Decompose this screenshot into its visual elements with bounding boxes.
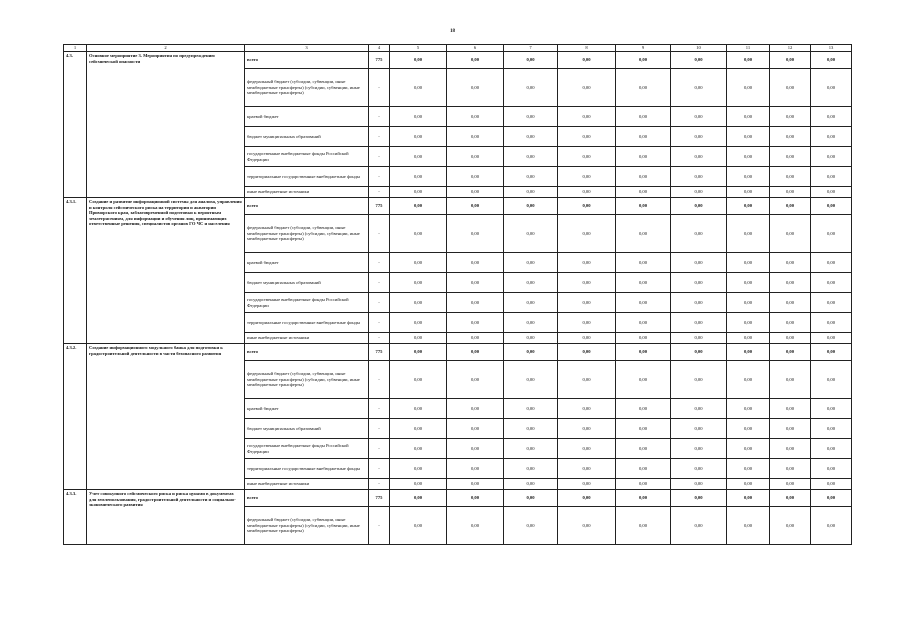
amount-cell: 0,00 xyxy=(504,215,558,253)
amount-cell: 0,00 xyxy=(558,215,616,253)
row-number: 4.3.1. xyxy=(64,198,87,344)
amount-cell: 0,00 xyxy=(770,344,811,361)
funding-source: иные внебюджетные источники xyxy=(245,187,369,198)
budget-code: - xyxy=(369,419,390,439)
amount-cell: 0,00 xyxy=(811,107,852,127)
budget-code: - xyxy=(369,127,390,147)
budget-code: - xyxy=(369,333,390,344)
amount-cell: 0,00 xyxy=(504,69,558,107)
table-row xyxy=(64,198,852,215)
budget-code: - xyxy=(369,399,390,419)
amount-cell: 0,00 xyxy=(671,399,727,419)
amount-cell: 0,00 xyxy=(504,344,558,361)
amount-cell: 0,00 xyxy=(504,361,558,399)
column-header: 13 xyxy=(811,45,852,52)
header-row xyxy=(64,45,852,52)
budget-code: - xyxy=(369,187,390,198)
amount-cell: 0,00 xyxy=(447,507,504,545)
amount-cell: 0,00 xyxy=(390,52,447,69)
amount-cell: 0,00 xyxy=(811,253,852,273)
budget-code: 775 xyxy=(369,344,390,361)
amount-cell: 0,00 xyxy=(558,198,616,215)
amount-cell: 0,00 xyxy=(616,490,671,507)
amount-cell: 0,00 xyxy=(447,361,504,399)
amount-cell: 0,00 xyxy=(390,419,447,439)
amount-cell: 0,00 xyxy=(504,52,558,69)
column-header: 12 xyxy=(770,45,811,52)
amount-cell: 0,00 xyxy=(671,147,727,167)
budget-code: - xyxy=(369,273,390,293)
amount-cell: 0,00 xyxy=(504,293,558,313)
amount-cell: 0,00 xyxy=(558,293,616,313)
amount-cell: 0,00 xyxy=(390,147,447,167)
amount-cell: 0,00 xyxy=(558,253,616,273)
amount-cell: 0,00 xyxy=(616,69,671,107)
budget-code: - xyxy=(369,107,390,127)
amount-cell: 0,00 xyxy=(390,439,447,459)
amount-cell: 0,00 xyxy=(671,439,727,459)
amount-cell: 0,00 xyxy=(671,107,727,127)
budget-table xyxy=(63,44,852,545)
funding-source: государственные внебюджетные фонды Российской Федерации xyxy=(245,147,369,167)
amount-cell: 0,00 xyxy=(616,147,671,167)
amount-cell: 0,00 xyxy=(671,344,727,361)
amount-cell: 0,00 xyxy=(770,198,811,215)
amount-cell: 0,00 xyxy=(727,107,770,127)
funding-source: государственные внебюджетные фонды Российской Федерации xyxy=(245,439,369,459)
amount-cell: 0,00 xyxy=(811,198,852,215)
amount-cell: 0,00 xyxy=(727,127,770,147)
amount-cell: 0,00 xyxy=(390,187,447,198)
amount-cell: 0,00 xyxy=(770,333,811,344)
amount-cell: 0,00 xyxy=(727,147,770,167)
amount-cell: 0,00 xyxy=(558,69,616,107)
amount-cell: 0,00 xyxy=(390,107,447,127)
amount-cell: 0,00 xyxy=(811,147,852,167)
amount-cell: 0,00 xyxy=(390,361,447,399)
funding-source: всего xyxy=(245,490,369,507)
amount-cell: 0,00 xyxy=(447,167,504,187)
amount-cell: 0,00 xyxy=(504,273,558,293)
amount-cell: 0,00 xyxy=(390,344,447,361)
funding-source: государственные внебюджетные фонды Российской Федерации xyxy=(245,293,369,313)
amount-cell: 0,00 xyxy=(616,107,671,127)
amount-cell: 0,00 xyxy=(447,107,504,127)
amount-cell: 0,00 xyxy=(727,419,770,439)
amount-cell: 0,00 xyxy=(504,479,558,490)
amount-cell: 0,00 xyxy=(811,419,852,439)
amount-cell: 0,00 xyxy=(616,293,671,313)
amount-cell: 0,00 xyxy=(811,313,852,333)
budget-code: 775 xyxy=(369,490,390,507)
amount-cell: 0,00 xyxy=(447,419,504,439)
amount-cell: 0,00 xyxy=(558,507,616,545)
amount-cell: 0,00 xyxy=(447,333,504,344)
amount-cell: 0,00 xyxy=(770,253,811,273)
column-header: 4 xyxy=(369,45,390,52)
amount-cell: 0,00 xyxy=(390,507,447,545)
amount-cell: 0,00 xyxy=(811,69,852,107)
amount-cell: 0,00 xyxy=(770,147,811,167)
amount-cell: 0,00 xyxy=(671,167,727,187)
amount-cell: 0,00 xyxy=(390,167,447,187)
amount-cell: 0,00 xyxy=(727,273,770,293)
funding-source: иные внебюджетные источники xyxy=(245,479,369,490)
funding-source: территориальные государственные внебюджетные фонды xyxy=(245,459,369,479)
funding-source: краевой бюджет xyxy=(245,253,369,273)
amount-cell: 0,00 xyxy=(727,344,770,361)
funding-source: федеральный бюджет (субсидии, субвенции, иные межбюджетные трансферты) (субсидии, субвенции, иные межбюджетные трансферты) xyxy=(245,215,369,253)
amount-cell: 0,00 xyxy=(447,439,504,459)
amount-cell: 0,00 xyxy=(390,215,447,253)
amount-cell: 0,00 xyxy=(727,52,770,69)
column-header: 6 xyxy=(447,45,504,52)
amount-cell: 0,00 xyxy=(558,459,616,479)
amount-cell: 0,00 xyxy=(671,215,727,253)
amount-cell: 0,00 xyxy=(671,507,727,545)
amount-cell: 0,00 xyxy=(811,439,852,459)
amount-cell: 0,00 xyxy=(770,69,811,107)
amount-cell: 0,00 xyxy=(447,313,504,333)
amount-cell: 0,00 xyxy=(770,490,811,507)
funding-source: всего xyxy=(245,52,369,69)
amount-cell: 0,00 xyxy=(811,52,852,69)
amount-cell: 0,00 xyxy=(671,52,727,69)
amount-cell: 0,00 xyxy=(770,313,811,333)
column-header: 3 xyxy=(245,45,369,52)
amount-cell: 0,00 xyxy=(671,293,727,313)
amount-cell: 0,00 xyxy=(770,215,811,253)
amount-cell: 0,00 xyxy=(770,127,811,147)
amount-cell: 0,00 xyxy=(616,507,671,545)
row-number: 4.3.3. xyxy=(64,490,87,545)
amount-cell: 0,00 xyxy=(447,215,504,253)
amount-cell: 0,00 xyxy=(811,187,852,198)
amount-cell: 0,00 xyxy=(811,344,852,361)
amount-cell: 0,00 xyxy=(558,313,616,333)
amount-cell: 0,00 xyxy=(616,198,671,215)
amount-cell: 0,00 xyxy=(770,419,811,439)
amount-cell: 0,00 xyxy=(447,187,504,198)
amount-cell: 0,00 xyxy=(390,69,447,107)
column-header: 1 xyxy=(64,45,87,52)
amount-cell: 0,00 xyxy=(390,333,447,344)
amount-cell: 0,00 xyxy=(671,419,727,439)
amount-cell: 0,00 xyxy=(727,293,770,313)
amount-cell: 0,00 xyxy=(504,187,558,198)
amount-cell: 0,00 xyxy=(811,361,852,399)
amount-cell: 0,00 xyxy=(770,361,811,399)
amount-cell: 0,00 xyxy=(558,419,616,439)
amount-cell: 0,00 xyxy=(671,273,727,293)
amount-cell: 0,00 xyxy=(770,459,811,479)
funding-source: краевой бюджет xyxy=(245,399,369,419)
amount-cell: 0,00 xyxy=(390,253,447,273)
page-number: 18 xyxy=(450,29,455,34)
funding-source: бюджет муниципальных образований xyxy=(245,273,369,293)
amount-cell: 0,00 xyxy=(770,273,811,293)
funding-source: всего xyxy=(245,344,369,361)
funding-source: краевой бюджет xyxy=(245,107,369,127)
row-number: 4.3. xyxy=(64,52,87,198)
amount-cell: 0,00 xyxy=(558,361,616,399)
amount-cell: 0,00 xyxy=(558,52,616,69)
amount-cell: 0,00 xyxy=(727,215,770,253)
amount-cell: 0,00 xyxy=(504,439,558,459)
amount-cell: 0,00 xyxy=(447,459,504,479)
amount-cell: 0,00 xyxy=(504,490,558,507)
amount-cell: 0,00 xyxy=(727,167,770,187)
amount-cell: 0,00 xyxy=(671,69,727,107)
amount-cell: 0,00 xyxy=(390,313,447,333)
amount-cell: 0,00 xyxy=(811,479,852,490)
funding-source: территориальные государственные внебюджетные фонды xyxy=(245,313,369,333)
funding-source: бюджет муниципальных образований xyxy=(245,419,369,439)
amount-cell: 0,00 xyxy=(811,127,852,147)
budget-code: - xyxy=(369,215,390,253)
amount-cell: 0,00 xyxy=(770,167,811,187)
budget-code: - xyxy=(369,147,390,167)
amount-cell: 0,00 xyxy=(558,167,616,187)
funding-source: всего xyxy=(245,198,369,215)
column-header: 8 xyxy=(558,45,616,52)
amount-cell: 0,00 xyxy=(558,399,616,419)
table-row xyxy=(64,344,852,361)
amount-cell: 0,00 xyxy=(811,273,852,293)
amount-cell: 0,00 xyxy=(811,167,852,187)
amount-cell: 0,00 xyxy=(616,439,671,459)
amount-cell: 0,00 xyxy=(671,490,727,507)
funding-source: федеральный бюджет (субсидии, субвенции, иные межбюджетные трансферты) (субсидии, субвенции, иные межбюджетные трансферты) xyxy=(245,507,369,545)
amount-cell: 0,00 xyxy=(447,127,504,147)
budget-code: - xyxy=(369,479,390,490)
amount-cell: 0,00 xyxy=(504,333,558,344)
amount-cell: 0,00 xyxy=(390,127,447,147)
amount-cell: 0,00 xyxy=(727,333,770,344)
activity-title: Создание информационного модульного банка для подготовки к градостроительной деятельности в части безопасного развития xyxy=(87,344,245,490)
amount-cell: 0,00 xyxy=(616,459,671,479)
budget-code: - xyxy=(369,439,390,459)
amount-cell: 0,00 xyxy=(390,293,447,313)
amount-cell: 0,00 xyxy=(558,147,616,167)
amount-cell: 0,00 xyxy=(727,198,770,215)
amount-cell: 0,00 xyxy=(616,333,671,344)
amount-cell: 0,00 xyxy=(558,273,616,293)
table-row xyxy=(64,52,852,69)
amount-cell: 0,00 xyxy=(616,419,671,439)
amount-cell: 0,00 xyxy=(447,293,504,313)
amount-cell: 0,00 xyxy=(770,52,811,69)
funding-source: территориальные государственные внебюджетные фонды xyxy=(245,167,369,187)
amount-cell: 0,00 xyxy=(727,479,770,490)
amount-cell: 0,00 xyxy=(727,313,770,333)
amount-cell: 0,00 xyxy=(616,167,671,187)
amount-cell: 0,00 xyxy=(616,273,671,293)
budget-code: - xyxy=(369,507,390,545)
budget-code: - xyxy=(369,361,390,399)
amount-cell: 0,00 xyxy=(504,127,558,147)
column-header: 7 xyxy=(504,45,558,52)
funding-source: федеральный бюджет (субсидии, субвенции, иные межбюджетные трансферты) (субсидии, субвенции, иные межбюджетные трансферты) xyxy=(245,69,369,107)
amount-cell: 0,00 xyxy=(727,361,770,399)
amount-cell: 0,00 xyxy=(770,187,811,198)
column-header: 10 xyxy=(671,45,727,52)
amount-cell: 0,00 xyxy=(504,507,558,545)
amount-cell: 0,00 xyxy=(447,198,504,215)
amount-cell: 0,00 xyxy=(727,459,770,479)
amount-cell: 0,00 xyxy=(811,215,852,253)
amount-cell: 0,00 xyxy=(447,147,504,167)
amount-cell: 0,00 xyxy=(770,107,811,127)
amount-cell: 0,00 xyxy=(390,459,447,479)
column-header: 9 xyxy=(616,45,671,52)
amount-cell: 0,00 xyxy=(671,459,727,479)
amount-cell: 0,00 xyxy=(671,253,727,273)
amount-cell: 0,00 xyxy=(727,439,770,459)
amount-cell: 0,00 xyxy=(727,507,770,545)
amount-cell: 0,00 xyxy=(447,52,504,69)
amount-cell: 0,00 xyxy=(671,127,727,147)
amount-cell: 0,00 xyxy=(770,399,811,419)
amount-cell: 0,00 xyxy=(671,333,727,344)
amount-cell: 0,00 xyxy=(504,253,558,273)
amount-cell: 0,00 xyxy=(504,147,558,167)
amount-cell: 0,00 xyxy=(671,187,727,198)
amount-cell: 0,00 xyxy=(390,479,447,490)
amount-cell: 0,00 xyxy=(504,313,558,333)
amount-cell: 0,00 xyxy=(447,69,504,107)
activity-title: Основное мероприятие 3. Мероприятия по предупреждению сейсмической опасности xyxy=(87,52,245,198)
amount-cell: 0,00 xyxy=(447,253,504,273)
row-number: 4.3.2. xyxy=(64,344,87,490)
budget-code: 775 xyxy=(369,198,390,215)
amount-cell: 0,00 xyxy=(770,507,811,545)
funding-source: федеральный бюджет (субсидии, субвенции, иные межбюджетные трансферты) (субсидии, субвенции, иные межбюджетные трансферты) xyxy=(245,361,369,399)
funding-source: иные внебюджетные источники xyxy=(245,333,369,344)
column-header: 2 xyxy=(87,45,245,52)
amount-cell: 0,00 xyxy=(811,507,852,545)
budget-code: - xyxy=(369,69,390,107)
amount-cell: 0,00 xyxy=(558,439,616,459)
amount-cell: 0,00 xyxy=(504,198,558,215)
amount-cell: 0,00 xyxy=(770,293,811,313)
amount-cell: 0,00 xyxy=(811,293,852,313)
budget-code: - xyxy=(369,167,390,187)
amount-cell: 0,00 xyxy=(770,479,811,490)
amount-cell: 0,00 xyxy=(390,399,447,419)
amount-cell: 0,00 xyxy=(811,490,852,507)
amount-cell: 0,00 xyxy=(558,333,616,344)
budget-code: - xyxy=(369,459,390,479)
amount-cell: 0,00 xyxy=(671,198,727,215)
amount-cell: 0,00 xyxy=(447,344,504,361)
amount-cell: 0,00 xyxy=(504,167,558,187)
amount-cell: 0,00 xyxy=(727,253,770,273)
amount-cell: 0,00 xyxy=(504,459,558,479)
activity-title: Создание и развитие информационной системы для анализа, управления и контроля сейсмического риска на территории и акватории Приморского края, заблаговременной подготовки к вероятным землетрясениям, для информации и обучения лиц, принимающих ответственные решения, специалистов органов ГО ЧС и населения xyxy=(87,198,245,344)
amount-cell: 0,00 xyxy=(558,344,616,361)
amount-cell: 0,00 xyxy=(390,198,447,215)
amount-cell: 0,00 xyxy=(447,273,504,293)
budget-code: - xyxy=(369,313,390,333)
amount-cell: 0,00 xyxy=(504,419,558,439)
amount-cell: 0,00 xyxy=(616,361,671,399)
amount-cell: 0,00 xyxy=(616,187,671,198)
amount-cell: 0,00 xyxy=(447,479,504,490)
amount-cell: 0,00 xyxy=(727,69,770,107)
amount-cell: 0,00 xyxy=(558,490,616,507)
amount-cell: 0,00 xyxy=(770,439,811,459)
amount-cell: 0,00 xyxy=(616,479,671,490)
amount-cell: 0,00 xyxy=(616,253,671,273)
amount-cell: 0,00 xyxy=(616,52,671,69)
amount-cell: 0,00 xyxy=(727,399,770,419)
amount-cell: 0,00 xyxy=(616,127,671,147)
amount-cell: 0,00 xyxy=(616,399,671,419)
amount-cell: 0,00 xyxy=(727,187,770,198)
amount-cell: 0,00 xyxy=(727,490,770,507)
column-header: 11 xyxy=(727,45,770,52)
amount-cell: 0,00 xyxy=(390,490,447,507)
budget-code: - xyxy=(369,253,390,273)
amount-cell: 0,00 xyxy=(811,459,852,479)
activity-title: Учет совокупного сейсмического риска и риска цунами в документах для землепользования, градостроительной деятельности и социально-экономического развития xyxy=(87,490,245,545)
amount-cell: 0,00 xyxy=(558,127,616,147)
budget-code: 775 xyxy=(369,52,390,69)
amount-cell: 0,00 xyxy=(671,313,727,333)
amount-cell: 0,00 xyxy=(558,479,616,490)
amount-cell: 0,00 xyxy=(447,399,504,419)
amount-cell: 0,00 xyxy=(504,107,558,127)
amount-cell: 0,00 xyxy=(616,215,671,253)
column-header: 5 xyxy=(390,45,447,52)
amount-cell: 0,00 xyxy=(616,344,671,361)
amount-cell: 0,00 xyxy=(558,187,616,198)
amount-cell: 0,00 xyxy=(390,273,447,293)
amount-cell: 0,00 xyxy=(671,479,727,490)
amount-cell: 0,00 xyxy=(447,490,504,507)
amount-cell: 0,00 xyxy=(504,399,558,419)
amount-cell: 0,00 xyxy=(811,333,852,344)
amount-cell: 0,00 xyxy=(671,361,727,399)
budget-code: - xyxy=(369,293,390,313)
funding-source: бюджет муниципальных образований xyxy=(245,127,369,147)
amount-cell: 0,00 xyxy=(616,313,671,333)
table-row xyxy=(64,490,852,507)
amount-cell: 0,00 xyxy=(811,399,852,419)
amount-cell: 0,00 xyxy=(558,107,616,127)
